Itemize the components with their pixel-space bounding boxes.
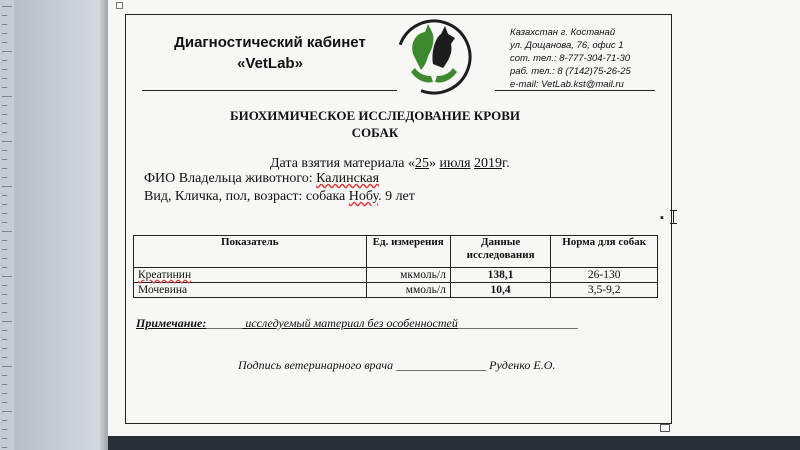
ruler-tick bbox=[2, 447, 7, 448]
clinic-name-line2: «VetLab» bbox=[237, 55, 303, 72]
ruler-tick bbox=[2, 312, 7, 313]
row-norm: 3,5-9,2 bbox=[551, 283, 658, 298]
header-param: Показатель bbox=[134, 236, 367, 268]
document-title bbox=[200, 107, 550, 141]
ruler-tick bbox=[2, 411, 12, 412]
ruler-tick bbox=[2, 141, 12, 142]
row-unit: мкмоль/л bbox=[366, 268, 450, 283]
header-norm: Норма для собак bbox=[551, 236, 658, 268]
text-cursor-icon bbox=[673, 210, 674, 224]
ruler-tick bbox=[2, 438, 7, 439]
animal-label: Вид, Кличка, пол, возраст: bbox=[144, 189, 306, 204]
header-rule-left bbox=[142, 90, 397, 91]
signature-name: Руденко Е.О. bbox=[489, 358, 556, 372]
ruler-tick bbox=[2, 294, 7, 295]
page-corner-mark bbox=[116, 2, 123, 9]
ruler-tick bbox=[2, 15, 7, 16]
owner-label: ФИО Владельца животного: bbox=[144, 171, 317, 186]
ruler-tick bbox=[2, 249, 7, 250]
animal-species: собака bbox=[305, 189, 349, 204]
ruler-tick bbox=[2, 69, 7, 70]
ruler-tick bbox=[2, 114, 7, 115]
ruler-tick bbox=[2, 357, 7, 358]
signature-label: Подпись ветеринарного врача bbox=[238, 358, 394, 372]
table-row bbox=[134, 283, 658, 298]
ruler-tick bbox=[2, 285, 7, 286]
ruler-tick bbox=[2, 420, 7, 421]
table-header-row bbox=[134, 236, 658, 268]
editor-margin-area bbox=[14, 0, 108, 450]
ruler-tick bbox=[2, 42, 7, 43]
results-table bbox=[133, 235, 658, 298]
ruler-tick bbox=[2, 276, 12, 277]
address-line: Казахстан г. Костанай bbox=[510, 27, 616, 38]
row-param: Креатинин bbox=[134, 268, 367, 283]
clinic-name bbox=[150, 32, 390, 74]
ruler-tick bbox=[2, 204, 7, 205]
work-phone: раб. тел.: 8 (7142)75-26-25 bbox=[510, 66, 631, 77]
date-day: 25 bbox=[415, 156, 430, 171]
clinic-address-block bbox=[510, 26, 631, 91]
date-sep: » bbox=[429, 156, 440, 171]
note-text: исследуемый материал без особенностей bbox=[242, 316, 458, 330]
ruler-tick bbox=[2, 231, 12, 232]
date-suffix: г. bbox=[502, 156, 510, 171]
sample-date-line bbox=[270, 156, 510, 172]
animal-line bbox=[144, 189, 415, 205]
ruler-tick bbox=[2, 132, 7, 133]
row-param: Мочевина bbox=[134, 283, 367, 298]
ruler-tick bbox=[2, 348, 7, 349]
ruler-tick bbox=[2, 222, 7, 223]
ruler-tick bbox=[2, 393, 7, 394]
note-blank: ______ bbox=[206, 316, 243, 330]
ruler-tick bbox=[2, 105, 7, 106]
ruler-tick bbox=[2, 78, 7, 79]
ruler-tick bbox=[2, 258, 7, 259]
ruler-tick bbox=[2, 384, 7, 385]
ruler-tick bbox=[2, 213, 7, 214]
ruler-tick bbox=[2, 168, 7, 169]
ruler-tick bbox=[2, 339, 7, 340]
mobile-phone: сот. тел.: 8-777-304-71-30 bbox=[510, 53, 631, 64]
paragraph-anchor-icon: ▪ bbox=[660, 212, 664, 224]
date-month: июля bbox=[439, 156, 471, 171]
ruler-tick bbox=[2, 321, 12, 322]
note-label: Примечание: bbox=[136, 316, 207, 330]
ruler-tick bbox=[2, 186, 12, 187]
email: e-mail: VetLab.kst@mail.ru bbox=[510, 79, 624, 90]
header-unit: Ед. измерения bbox=[366, 236, 450, 268]
note-blank: ____________________ bbox=[457, 316, 578, 330]
row-value: 138,1 bbox=[450, 268, 551, 283]
owner-line bbox=[144, 171, 379, 187]
animal-age: . 9 лет bbox=[378, 189, 415, 204]
date-year: 2019 bbox=[474, 156, 503, 171]
ruler-tick bbox=[2, 60, 7, 61]
animal-nickname: Нобу bbox=[348, 189, 379, 204]
document-title-line1: БИОХИМИЧЕСКОЕ ИССЛЕДОВАНИЕ КРОВИ bbox=[230, 108, 520, 123]
signature-line bbox=[238, 358, 555, 373]
ruler-tick bbox=[2, 51, 12, 52]
vertical-ruler bbox=[0, 0, 15, 450]
vetlab-logo-icon bbox=[395, 18, 473, 96]
row-unit: ммоль/л bbox=[366, 283, 450, 298]
owner-value: Калинская bbox=[316, 171, 380, 186]
ruler-tick bbox=[2, 402, 7, 403]
document-title-line2: СОБАК bbox=[351, 125, 399, 140]
ruler-tick bbox=[2, 429, 7, 430]
date-prefix: Дата взятия материала « bbox=[270, 156, 416, 171]
ruler-tick bbox=[2, 123, 7, 124]
table-row bbox=[134, 268, 658, 283]
row-value: 10,4 bbox=[450, 283, 551, 298]
ruler-tick bbox=[2, 303, 7, 304]
ruler-tick bbox=[2, 6, 12, 7]
ruler-tick bbox=[2, 267, 7, 268]
ruler-tick bbox=[2, 177, 7, 178]
note-line bbox=[136, 316, 578, 331]
ruler-tick bbox=[2, 366, 12, 367]
header-value: Данные исследования bbox=[450, 236, 551, 268]
row-norm: 26-130 bbox=[551, 268, 658, 283]
ruler-tick bbox=[2, 330, 7, 331]
clinic-name-line1: Диагностический кабинет bbox=[174, 34, 366, 51]
ruler-tick bbox=[2, 24, 7, 25]
ruler-tick bbox=[2, 33, 7, 34]
ruler-tick bbox=[2, 195, 7, 196]
ruler-tick bbox=[2, 87, 7, 88]
ruler-tick bbox=[2, 159, 7, 160]
ruler-tick bbox=[2, 150, 7, 151]
page-shadow bbox=[100, 0, 108, 450]
page-corner-mark bbox=[660, 424, 670, 432]
ruler-tick bbox=[2, 96, 12, 97]
monitor-bezel-bottom bbox=[108, 436, 800, 450]
ruler-tick bbox=[2, 375, 7, 376]
signature-blank: _______________ bbox=[393, 358, 490, 372]
ruler-tick bbox=[2, 240, 7, 241]
address-line: ул. Дощанова, 76, офис 1 bbox=[510, 40, 624, 51]
